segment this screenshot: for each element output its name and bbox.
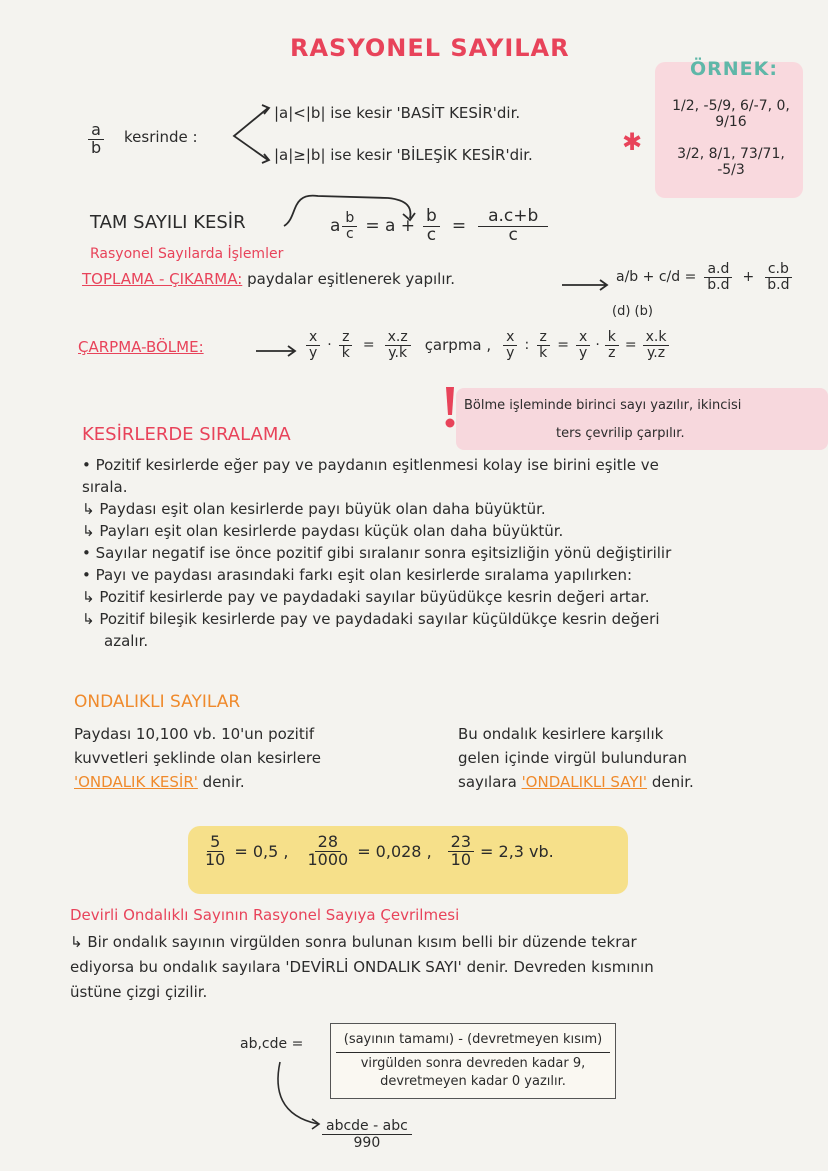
operations-heading: Rasyonel Sayılarda İşlemler <box>90 246 284 262</box>
repeating-example <box>322 1118 412 1151</box>
mul-x: x <box>306 330 320 346</box>
note-line-1: Bölme işleminde birinci sayı yazılır, ikincisi <box>464 398 742 413</box>
right-arrow-icon-2 <box>254 344 300 358</box>
addition-label: TOPLAMA - ÇIKARMA: <box>82 270 243 288</box>
ordering-line: • Pozitif kesirlerde eğer pay ve paydanın eşitlenmesi kolay ise birini eşitle ve <box>82 456 659 474</box>
formula-result-den: c <box>508 224 518 245</box>
dec-ex3-val: = 2,3 vb. <box>480 841 554 861</box>
dec-ex3-den: 10 <box>450 849 472 869</box>
repeating-line-1: ↳ Bir ondalık sayının virgülden sonra bulunan kısım belli bir düzende tekrar <box>70 933 637 951</box>
div-y: y <box>506 344 515 361</box>
ordering-line: ↳ Payları eşit olan kesirlerde paydası küçük olan daha büyüktür. <box>82 522 564 540</box>
repeating-formula-left: ab,cde = <box>240 1036 304 1052</box>
decimal-fraction-term: 'ONDALIK KESİR' <box>74 773 198 791</box>
intro-fraction <box>86 122 106 157</box>
compound-fraction-rule: |a|≥|b| ise kesir 'BİLEŞİK KESİR'dir. <box>274 146 533 164</box>
decimal-left-end: denir. <box>202 773 245 791</box>
formula-result-num: a.c+b <box>478 208 548 227</box>
down-right-arrow-icon <box>270 1060 324 1132</box>
formula-denominator-1: virgülden sonra devreden kadar 9, <box>360 1056 586 1071</box>
addition-line <box>82 270 455 288</box>
mul-z: z <box>339 330 352 346</box>
formula-b: b <box>342 211 357 227</box>
repeating-text <box>70 930 826 1005</box>
repeating-heading: Devirli Ondalıklı Sayının Rasyonel Sayıya Çevrilmesi <box>70 906 460 924</box>
ordering-line: sırala. <box>82 478 128 496</box>
addition-den1: b.d <box>707 276 730 293</box>
decimal-right-pre: sayılara <box>458 773 517 791</box>
branch-arrows-icon <box>228 100 272 168</box>
example-row-1: 1/2, -5/9, 6/-7, 0, 9/16 <box>672 98 790 130</box>
decimal-right-text <box>458 722 694 794</box>
div-y2: y <box>579 344 588 361</box>
formula-eq2: = <box>451 216 467 237</box>
page-title: RASYONEL SAYILAR <box>290 34 570 62</box>
decimal-right-line-2: gelen içinde virgül bulunduran <box>458 749 688 767</box>
repeating-example-num: abcde - abc <box>322 1118 412 1135</box>
addition-num1: a.d <box>704 262 732 278</box>
addition-text: paydalar eşitlenerek yapılır. <box>247 270 456 288</box>
star-icon: ✱ <box>622 128 643 156</box>
decimal-number-term: 'ONDALIKLI SAYI' <box>521 773 648 791</box>
div-result-num: x.k <box>643 330 670 346</box>
note-line-2: ters çevrilip çarpılır. <box>556 426 685 441</box>
decimal-left-line-2: kuvvetleri şeklinde olan kesirlere <box>74 749 321 767</box>
formula-c: c <box>346 225 354 242</box>
formula-denominator-2: devretmeyen kadar 0 yazılır. <box>380 1074 566 1089</box>
div-result-den: y.z <box>646 344 666 361</box>
dec-ex3-num: 23 <box>448 834 474 852</box>
addition-den2: b.d <box>767 276 790 293</box>
formula-eq1: = a + <box>365 216 416 237</box>
div-x2: x <box>576 330 590 346</box>
ordering-line: ↳ Pozitif bileşik kesirlerde pay ve paydadaki sayılar küçüldükçe kesrin değeri <box>82 610 660 628</box>
right-arrow-icon <box>560 278 612 292</box>
decimal-left-line-1: Paydası 10,100 vb. 10'un pozitif <box>74 725 315 743</box>
example-row-2: 3/2, 8/1, 73/71, -5/3 <box>677 146 785 178</box>
mul-y: y <box>309 344 318 361</box>
dec-ex2-val: = 0,028 , <box>357 841 432 861</box>
dec-ex1-num: 5 <box>207 834 223 852</box>
ordering-line: • Sayılar negatif ise önce pozitif gibi sıralanır sonra eşitsizliğin yönü değiştirilir <box>82 544 672 562</box>
div-z: z <box>537 330 550 346</box>
decimal-right-line-1: Bu ondalık kesirlere karşılık <box>458 725 664 743</box>
ordering-line: ↳ Paydası eşit olan kesirlerde payı büyük olan daha büyüktür. <box>82 500 546 518</box>
mul-result-den: y.k <box>388 344 408 361</box>
dec-ex2-num: 28 <box>315 834 341 852</box>
repeating-line-3: üstüne çizgi çizilir. <box>70 983 208 1001</box>
formula-divider <box>336 1052 610 1053</box>
decimal-heading: ONDALIKLI SAYILAR <box>74 692 241 712</box>
decimal-right-end: denir. <box>651 773 694 791</box>
mul-k: k <box>341 344 350 361</box>
decimal-examples <box>200 834 554 869</box>
multiply-formula: $\frac{x}{y}$ · $\frac{z}{k}$ = $\frac{x.z}{y.k}$ çarpma , $\frac{x}{y}$ : $\frac{z}{k}$ = $\frac{x}{y}$ · $\frac{k}{z}$ = $\frac{x.k}{y.z}$ <box>304 330 671 360</box>
div-k2: k <box>605 330 619 346</box>
ordering-line: ↳ Pozitif kesirlerde pay ve paydadaki sayılar büyüdükçe kesrin değeri artar. <box>82 588 650 606</box>
mul-result-num: x.z <box>385 330 411 346</box>
div-z2: z <box>608 344 616 361</box>
ordering-line: • Payı ve paydası arasındaki farkı eşit olan kesirlerde sıralama yapılırken: <box>82 566 633 584</box>
ordering-line: azalır. <box>104 632 149 650</box>
formula-b2: b <box>423 208 440 227</box>
dec-ex1-val: = 0,5 , <box>234 841 289 861</box>
div-k: k <box>539 344 548 361</box>
formula-c2: c <box>426 224 437 245</box>
addition-num2: c.b <box>765 262 792 278</box>
intro-num: a <box>88 122 104 140</box>
addition-formula: a/b + c/d = $\frac{a.d}{b.d}$ + $\frac{c.b}{b.d}$ <box>616 262 795 292</box>
tam-sayili-formula <box>330 208 550 245</box>
kesrinde-label: kesrinde : <box>124 128 198 146</box>
example-heading: ÖRNEK: <box>690 58 778 80</box>
formula-numerator: (sayının tamamı) - (devretmeyen kısım) <box>343 1032 603 1047</box>
ordering-list <box>82 456 826 654</box>
formula-a: a <box>330 216 341 237</box>
dec-ex1-den: 10 <box>205 849 226 869</box>
simple-fraction-rule: |a|<|b| ise kesir 'BASİT KESİR'dir. <box>274 104 521 122</box>
exclamation-icon <box>442 385 458 429</box>
multiply-word: çarpma , <box>424 336 492 355</box>
dec-ex2-den: 1000 <box>307 849 349 869</box>
multiply-label-wrap <box>78 338 204 356</box>
repeating-line-2: ediyorsa bu ondalık sayılara 'DEVİRLİ ONDALIK SAYI' denir. Devreden kısmının <box>70 958 654 976</box>
multiply-label: ÇARPMA-BÖLME: <box>78 338 204 356</box>
tam-sayili-label: TAM SAYILI KESİR <box>90 212 246 233</box>
div-x: x <box>503 330 517 346</box>
repeating-example-den: 990 <box>353 1135 381 1151</box>
decimal-left-text <box>74 722 321 794</box>
addition-formula-left: a/b + c/d = <box>616 269 697 286</box>
ordering-heading: KESİRLERDE SIRALAMA <box>82 424 291 445</box>
addition-multipliers: (d) (b) <box>612 304 653 319</box>
intro-den: b <box>91 137 102 157</box>
